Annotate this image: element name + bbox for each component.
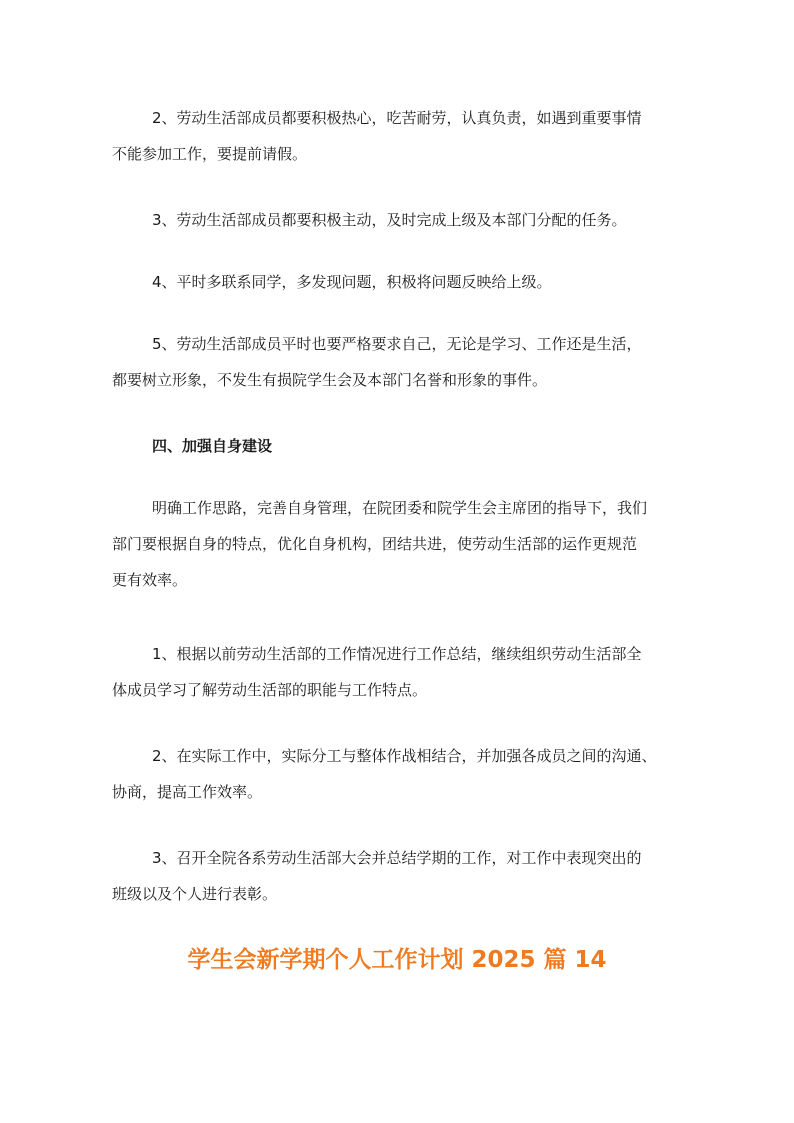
paragraph-line: 5、劳动生活部成员平时也要严格要求自己，无论是学习、工作还是生活， xyxy=(152,335,642,353)
paragraph-4 xyxy=(112,264,684,300)
paragraph-3 xyxy=(112,202,684,238)
paragraph-line: 体成员学习了解劳动生活部的职能与工作特点。 xyxy=(112,681,428,699)
paragraph-line: 2、在实际工作中，实际分工与整体作战相结合，并加强各成员之间的沟通、 xyxy=(152,747,657,765)
paragraph-line: 协商，提高工作效率。 xyxy=(112,783,263,801)
paragraph-line: 不能参加工作，要提前请假。 xyxy=(112,145,308,163)
paragraph-line: 明确工作思路，完善自身管理，在院团委和院学生会主席团的指导下，我们 xyxy=(152,499,648,517)
paragraph-line: 班级以及个人进行表彰。 xyxy=(112,885,278,903)
paragraph-2 xyxy=(112,100,684,172)
paragraph-line: 2、劳动生活部成员都要积极热心，吃苦耐劳，认真负责，如遇到重要事情 xyxy=(152,109,642,127)
section-item-3 xyxy=(112,840,684,912)
paragraph-line: 部门要根据自身的特点，优化自身机构，团结共进，使劳动生活部的运作更规范 xyxy=(112,535,638,553)
paragraph-line: 3、召开全院各系劳动生活部大会并总结学期的工作，对工作中表现突出的 xyxy=(152,849,642,867)
section-heading: 四、加强自身建设 xyxy=(152,437,273,455)
paragraph-line: 更有效率。 xyxy=(112,571,188,589)
section-item-1 xyxy=(112,636,684,708)
section-item-2 xyxy=(112,738,684,810)
paragraph-line: 3、劳动生活部成员都要积极主动，及时完成上级及本部门分配的任务。 xyxy=(152,211,627,229)
paragraph-line: 1、根据以前劳动生活部的工作情况进行工作总结，继续组织劳动生活部全 xyxy=(152,645,642,663)
paragraph-line: 4、平时多联系同学，多发现问题，积极将问题反映给上级。 xyxy=(152,273,552,291)
paragraph-line: 都要树立形象，不发生有损院学生会及本部门名誉和形象的事件。 xyxy=(112,371,548,389)
paragraph-5 xyxy=(112,326,684,398)
section-intro-paragraph xyxy=(112,490,684,598)
next-section-title: 学生会新学期个人工作计划 2025 篇 14 xyxy=(187,947,607,973)
